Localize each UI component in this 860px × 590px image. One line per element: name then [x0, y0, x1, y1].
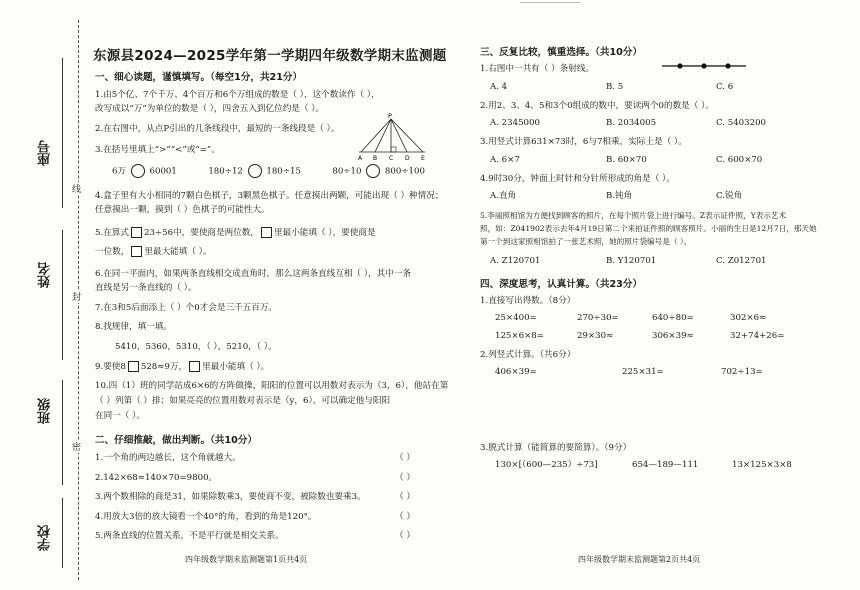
q5-blank-box-1[interactable] — [131, 227, 142, 238]
s3-q1-text: 1.右图中一共有（ ）条射线。 — [480, 64, 595, 74]
judge-paren-5[interactable]: （ ） — [395, 531, 415, 541]
scan-edge-mark — [520, 2, 580, 3]
q5-middle: 23÷56中，要使商是两位数， — [143, 228, 259, 238]
q5-line2 — [95, 246, 212, 258]
cmp3-right: 800÷100 — [384, 166, 425, 177]
binding-line-class — [62, 380, 63, 485]
oral-calc-7: 306×39≈ — [652, 331, 694, 341]
mixed-calc-2: 654—189—111 — [632, 460, 699, 470]
figure-point-p-segments — [355, 112, 431, 162]
rays-figure — [660, 60, 748, 72]
exam-title: 东源县2024—2025学年第一学期四年级数学期末监测题 — [93, 48, 447, 64]
ray-point-1 — [677, 63, 682, 68]
s3-q2-opt-b[interactable]: B. 2034005 — [606, 118, 657, 128]
q7-text: 7.在3和5后面添上（ ）个0才会是三千五百万。 — [95, 303, 278, 313]
compare-circle-1[interactable] — [131, 164, 145, 178]
q2-text: 2.在右图中，从点P引出的几条线段中，最短的一条线段是（ ）。 — [95, 124, 340, 134]
binding-label-seat: 座号 — [38, 140, 53, 166]
cmp1-right: 60001 — [149, 166, 177, 177]
q6-line2: 直线是另一条直线的（ ）。 — [95, 283, 197, 293]
cmp2-left: 180÷12 — [208, 166, 243, 177]
s3-q2-text: 2.用2、3、4、5和3个0组成的数中，要读两个0的数是（ ）。 — [480, 101, 714, 111]
judge-item-2: 2.142×68≈140×70=9800。 — [95, 473, 218, 483]
label-b: B — [373, 155, 378, 162]
q5-line1 — [95, 227, 376, 239]
seal-char-line: 线 — [72, 182, 81, 195]
footer-page-2: 四年级数学期末监测题第2页共4页 — [578, 555, 701, 564]
q3-comparisons — [112, 164, 425, 178]
label-e: E — [421, 155, 425, 162]
q6-line1: 6.在同一平面内，如果两条直线相交成直角时，那么这两条直线互相（ ），其中一条 — [95, 269, 412, 279]
binding-line-school — [62, 498, 63, 568]
s3-q2-opt-c[interactable]: C. 5403200 — [716, 118, 767, 128]
q1-line1: 1.由5个亿、7个千万、4个百万和6个万组成的数是（ ），这个数读作（ ）， — [95, 90, 380, 100]
vertical-calc-1: 406×39= — [495, 367, 537, 377]
q9-blank-box-2[interactable] — [189, 361, 200, 372]
ray-point-2 — [701, 63, 706, 68]
judge-item-5: 5.两条直线的位置关系，不是平行就是相交关系。 — [95, 531, 284, 541]
s4-sub3: 3.脱式计算（能简算的要简算）。（9分） — [480, 443, 632, 453]
s4-sub1: 1.直接写出得数。（8分） — [480, 296, 576, 306]
right-angle-mark — [391, 147, 396, 152]
s3-q3-text: 3.用竖式计算631×73时，6与7相乘，实际上是（ ）。 — [480, 137, 687, 147]
s3-q5-opt-b[interactable]: B. Y120701 — [606, 256, 657, 266]
segment-pb — [375, 119, 391, 152]
oral-calc-2: 270÷30= — [577, 313, 619, 323]
ray-point-3 — [725, 63, 730, 68]
s3-q4-opt-c[interactable]: C.锐角 — [716, 191, 743, 201]
footer-page-1: 四年级数学期末监测题第1页共4页 — [185, 555, 308, 564]
section4-heading: 四、深度思考，认真计算。（共23分） — [480, 279, 643, 290]
seal-char-secret: 密 — [72, 440, 81, 453]
q9-prefix: 9.要使8 — [95, 362, 126, 372]
cmp2-right: 180÷15 — [266, 166, 301, 177]
judge-paren-1[interactable]: （ ） — [395, 453, 415, 463]
q8-text: 8.找规律，填一填。 — [95, 322, 172, 332]
s3-q1-opt-a[interactable]: A. 4 — [490, 82, 508, 92]
section1-heading: 一、细心读题，谨慎填写。（每空1分，共21分） — [95, 72, 303, 83]
oral-calc-1: 25×400= — [495, 313, 537, 323]
cmp1-left: 6万 — [112, 166, 127, 177]
s4-sub2: 2.列竖式计算。（共6分） — [480, 350, 576, 360]
q5-prefix: 5.在算式 — [95, 228, 129, 238]
label-a: A — [358, 155, 363, 162]
q3-text: 3.在括号里填上“>”“<”或“=”。 — [95, 145, 220, 155]
q5b-end: 里最大能填（ ）。 — [144, 247, 212, 257]
oral-calc-3: 640÷80= — [652, 313, 694, 323]
compare-circle-2[interactable] — [248, 164, 262, 178]
s3-q3-opt-a[interactable]: A. 6×7 — [490, 155, 520, 165]
section3-heading: 三、反复比较，慎重选择。（共10分） — [480, 47, 643, 58]
q10-line1: 10.四（1）班的同学站成6×6的方阵做操，阳阳的位置可以用数对表示为（3，6），他站在第 — [95, 381, 449, 391]
q4-line1: 4.盒子里有大小相同的7颗白色棋子，3颗黑色棋子。任意摸出两颗，可能出现（ ）种情况； — [95, 191, 444, 201]
s3-q3-opt-c[interactable]: C. 600×70 — [716, 155, 763, 165]
oral-calc-4: 302×6≈ — [730, 313, 767, 323]
q9-text — [95, 361, 269, 373]
oral-calc-8: 32+74+26= — [730, 331, 785, 341]
judge-item-3: 3.两个数相除的商是31，如果除数乘3，要使商不变，被除数也要乘3。 — [95, 492, 366, 502]
q10-line2: （ ）列第（ ）排；如果亮亮的位置用数对表示是（y，6），可以确定他与阳阳 — [95, 396, 391, 406]
mixed-calc-1: 130×[（600—235）÷73] — [495, 460, 598, 470]
s3-q5-opt-c[interactable]: C. Z012701 — [716, 256, 767, 266]
q5-blank-box-2[interactable] — [261, 227, 272, 238]
s3-q5-line3: 第一个到这家照相馆拍了一张艺术照，她的照片袋编号是（ ）。 — [480, 237, 692, 246]
judge-paren-4[interactable]: （ ） — [395, 512, 415, 522]
q9-end: 里最小能填（ ）。 — [202, 362, 270, 372]
binding-label-school: 学校 — [38, 525, 53, 551]
q9-blank-box-1[interactable] — [128, 361, 139, 372]
q5b-prefix: 一位数， — [95, 247, 130, 257]
oral-calc-6: 29×30≈ — [577, 331, 614, 341]
s3-q3-opt-b[interactable]: B. 60×70 — [606, 155, 647, 165]
judge-paren-3[interactable]: （ ） — [395, 492, 415, 502]
compare-circle-3[interactable] — [366, 164, 380, 178]
cmp3-left: 80÷10 — [332, 166, 362, 177]
s3-q5-opt-a[interactable]: A. Z120701 — [490, 256, 541, 266]
s3-q5-line2: 照，如：Z041902表示去年4月19日第二个来拍证件照的顾客照片。小丽的生日是12月7日，那天她 — [480, 224, 817, 233]
judge-item-4: 4.用放大3倍的放大镜看一个40°的角，看到的角是120°。 — [95, 512, 317, 522]
binding-label-class: 班级 — [38, 398, 53, 424]
q9-middle: 528≈9万， — [140, 362, 188, 372]
q1-line2: 改写成以“万”为单位的数是（ ），四舍五入到亿位约是（ ）。 — [95, 104, 325, 114]
binding-line-name — [62, 230, 63, 360]
q5-end: 里最小能填（ ），要使商是 — [274, 228, 376, 238]
vertical-calc-3: 702÷13= — [721, 367, 763, 377]
segment-pa — [361, 119, 391, 152]
q10-line3: 在同一（ ）。 — [95, 411, 145, 421]
s3-q5-line1: 5.李丽照相馆为方便找到顾客的照片，在每个照片袋上进行编号。Z表示证件照，Y表示艺术 — [480, 211, 787, 220]
s3-q4-opt-a[interactable]: A.直角 — [490, 191, 517, 201]
s3-q2-opt-a[interactable]: A. 2345000 — [490, 118, 540, 128]
label-d: D — [405, 155, 410, 162]
s3-q1-opt-b[interactable]: B. 5 — [606, 82, 624, 92]
label-c: C — [389, 155, 394, 162]
judge-paren-2[interactable]: （ ） — [395, 473, 415, 483]
mixed-calc-3: 13×125×3×8 — [732, 460, 792, 470]
binding-label-name: 姓名 — [38, 262, 53, 288]
label-p: P — [388, 112, 392, 120]
binding-line-seat — [62, 58, 63, 208]
seal-char-seal: 封 — [72, 290, 81, 303]
vertical-calc-2: 225×31= — [622, 367, 664, 377]
oral-calc-5: 125×6×8= — [495, 331, 544, 341]
s3-q1-opt-c[interactable]: C. 6 — [716, 82, 734, 92]
s3-q4-text: 4.9时30分，钟面上时针和分针所形成的角是（ ）。 — [480, 174, 675, 184]
section2-heading: 二、仔细推敲，做出判断。（共10分） — [95, 435, 258, 446]
judge-item-1: 1.一个角的两边越长，这个角就越大。 — [95, 453, 241, 463]
q4-line2: 任意摸出一颗，摸到（ ）色棋子的可能性大。 — [95, 205, 270, 215]
q5-blank-box-3[interactable] — [131, 246, 142, 257]
q8-sequence: 5410，5360，5310，（ ），5210，（ ）。 — [115, 342, 277, 352]
s3-q4-opt-b[interactable]: B.钝角 — [606, 191, 633, 201]
